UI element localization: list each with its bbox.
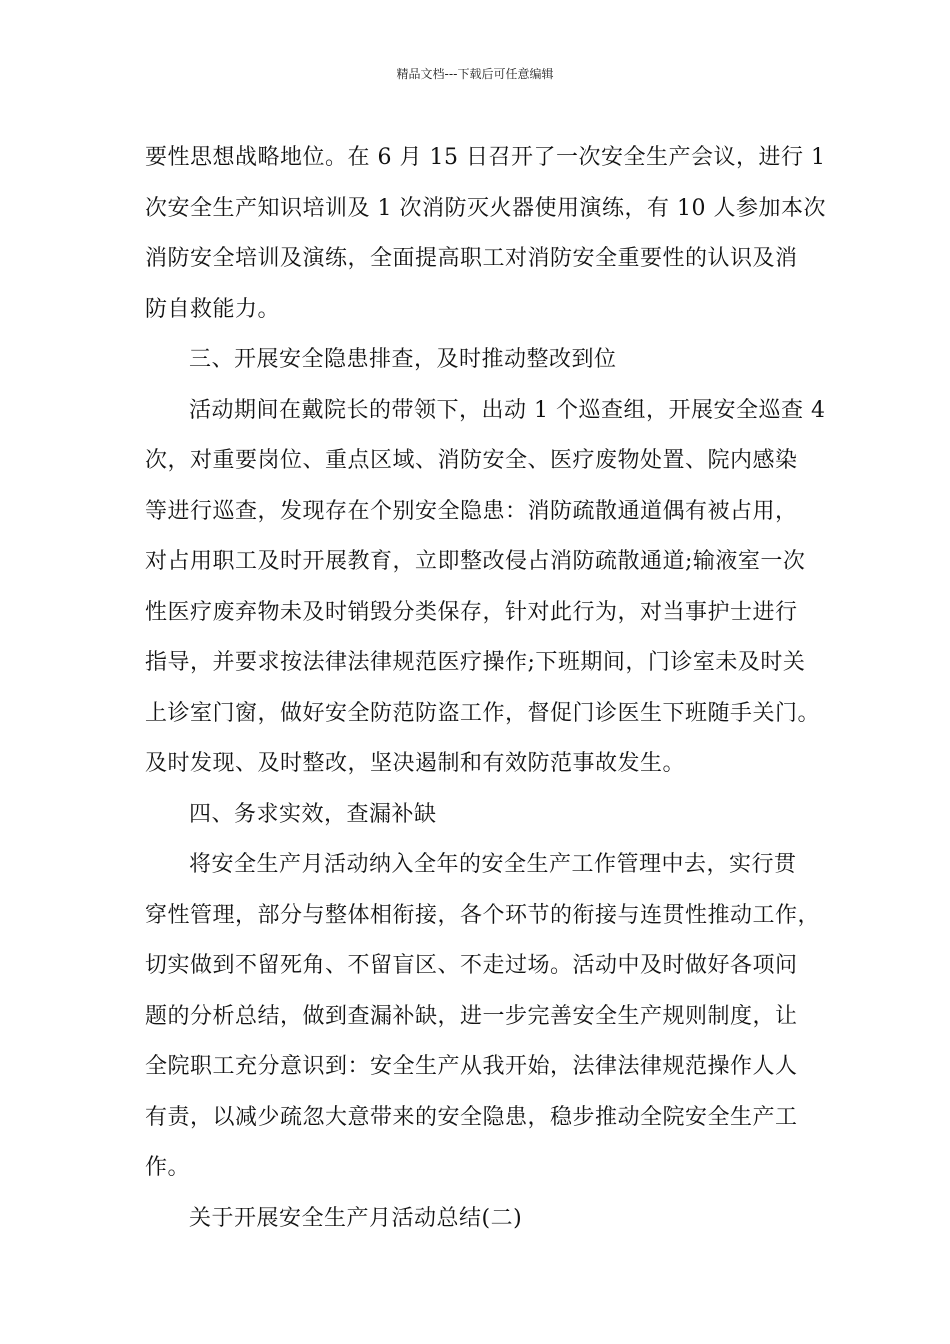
text-line: 及时发现、及时整改，坚决遏制和有效防范事故发生。 — [145, 751, 686, 776]
text-line: 全院职工充分意识到：安全生产从我开始，法律法律规范操作人人 — [145, 1054, 798, 1079]
document-body — [145, 133, 825, 1244]
text-line: 切实做到不留死角、不留盲区、不走过场。活动中及时做好各项问 — [145, 953, 798, 978]
text-line: 防自救能力。 — [145, 296, 281, 322]
text-line: 要性思想战略地位。在 6 月 15 日召开了一次安全生产会议，进行 1 — [145, 145, 826, 170]
page-header: 精品文档---下载后可任意编辑 — [396, 67, 554, 81]
text-line: 性医疗废弃物未及时销毁分类保存，针对此行为，对当事护士进行 — [145, 599, 798, 625]
paragraph-management — [145, 840, 825, 1194]
heading-text: 关于开展安全生产月活动总结(二) — [189, 1205, 523, 1231]
heading-text: 四、务求实效，查漏补缺 — [189, 801, 437, 827]
text-line: 穿性管理，部分与整体相衔接，各个环节的衔接与连贯性推动工作， — [145, 902, 821, 928]
text-line: 指导，并要求按法律法律规范医疗操作;下班期间，门诊室未及时关 — [145, 650, 806, 675]
text-line: 有责，以减少疏忽大意带来的安全隐患，稳步推动全院安全生产工 — [145, 1104, 798, 1130]
text-line: 将安全生产月活动纳入全年的安全生产工作管理中去，实行贯 — [189, 852, 797, 877]
heading-text: 三、开展安全隐患排查，及时推动整改到位 — [189, 347, 617, 372]
paragraph-fire-training — [145, 133, 825, 335]
text-line: 作。 — [145, 1155, 191, 1180]
text-line: 上诊室门窗，做好安全防范防盗工作，督促门诊医生下班随手关门。 — [145, 700, 821, 726]
next-section-title — [145, 1194, 825, 1245]
text-line: 活动期间在戴院长的带领下，出动 1 个巡查组，开展安全巡查 4 — [189, 397, 826, 423]
text-line: 次安全生产知识培训及 1 次消防灭火器使用演练，有 10 人参加本次 — [145, 195, 826, 221]
text-line: 题的分析总结，做到查漏补缺，进一步完善安全生产规则制度，让 — [145, 1003, 798, 1029]
text-line: 消防安全培训及演练，全面提高职工对消防安全重要性的认识及消 — [145, 246, 798, 271]
section-heading-4 — [145, 790, 825, 841]
text-line: 对占用职工及时开展教育，立即整改侵占消防疏散通道;输液室一次 — [145, 549, 806, 574]
text-line: 次，对重要岗位、重点区域、消防安全、医疗废物处置、院内感染 — [145, 448, 798, 473]
text-line: 等进行巡查，发现存在个别安全隐患：消防疏散通道偶有被占用， — [145, 498, 798, 524]
paragraph-inspection — [145, 386, 825, 790]
section-heading-3 — [145, 335, 825, 386]
